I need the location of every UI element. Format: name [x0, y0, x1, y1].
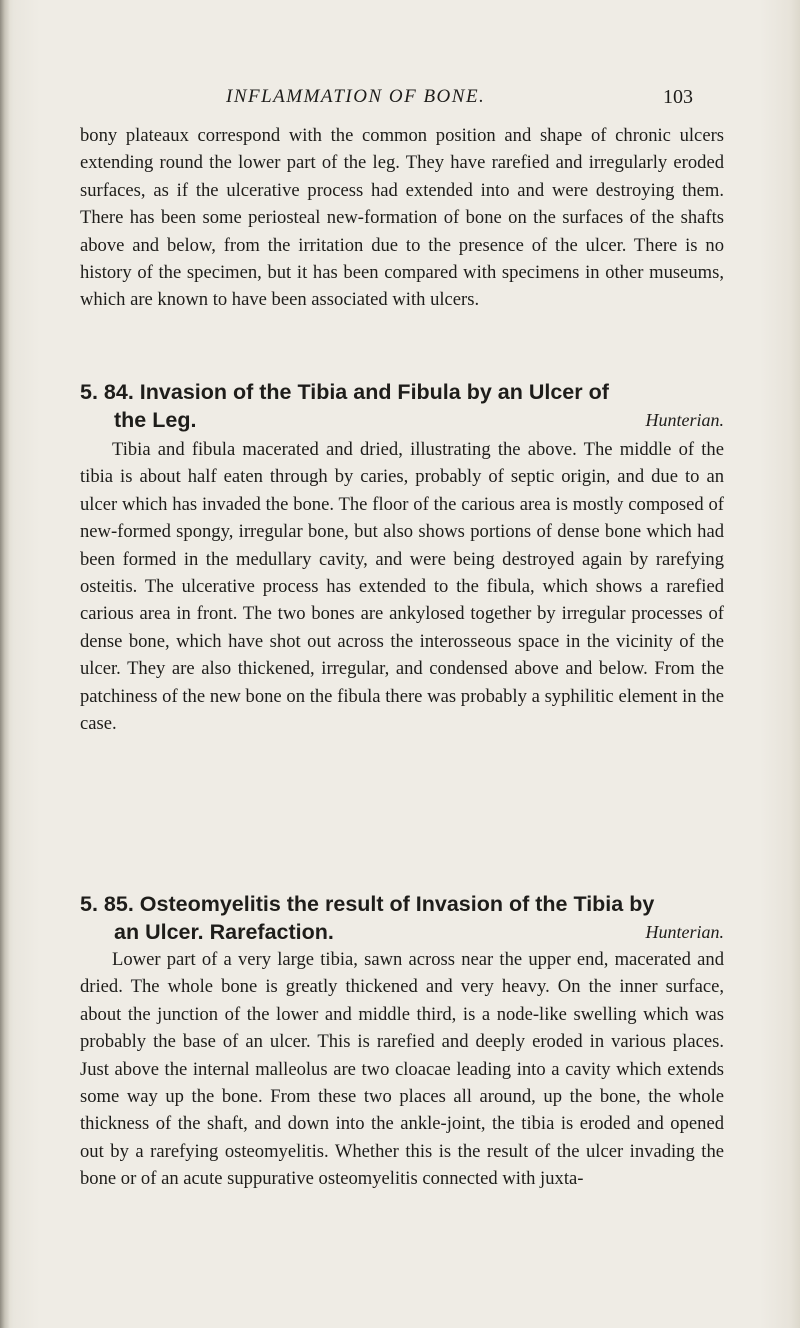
entry-heading-line1 — [80, 380, 609, 404]
entry-number: 5. 85. — [80, 892, 134, 916]
entry-description-5-84: Tibia and fibula macerated and dried, illustrating the above. The middle of the tibia is about half eaten through by caries, probably of septic origin, and due to an ulcer which has invaded the bone. The floor of the carious area is mostly composed of new-formed spongy, irregular bone, but also shows portions of dense bone which had been formed in the medullary cavity, and were being destroyed again by rarefying osteitis. The ulcerative process has extended to the fibula, which shows a rarefied carious area in front. The two bones are ankylosed together by irregular processes of dense bone, which have shot out across the interosseous space in the vicinity of the ulcer. They are also thickened, irregular, and condensed above and below. From the patchiness of the new bone on the fibula there was probably a syphilitic element in the case. — [80, 439, 724, 735]
entry-description-5-85: Lower part of a very large tibia, sawn across near the upper end, macerated and dried. The whole bone is greatly thickened and very heavy. On the inner surface, about the junction of the lower and middle third, is a node-like swelling which was probably the base of an ulcer. This is rarefied and deeply eroded in various places. Just above the internal malleolus are two cloacae leading into a cavity which extends some way up the bone. From these two places all around, up the bone, the whole thickness of the shaft, and down into the ankle-joint, the tibia is eroded and opened out by a rarefying osteomyelitis. Whether this is the result of the ulcer invading the bone or of an acute suppurative osteomyelitis connected with juxta- — [80, 949, 724, 1190]
entry-heading-5-85 — [80, 890, 724, 946]
entry-heading-line1 — [80, 892, 654, 916]
collection-label: Hunterian. — [645, 922, 724, 942]
spine-shadow — [0, 0, 10, 1328]
intro-paragraph: bony plateaux correspond with the common position and shape of chronic ulcers extending round the lower part of the leg. They have rarefied and irregularly eroded surfaces, as if the ulcerative process had extended into and were destroying them. There has been some periosteal new-formation of bone on the surfaces of the shafts above and below, from the irritation due to the presence of the ulcer. There is no history of the specimen, but it has been compared with specimens in other museums, which are known to have been associated with ulcers. — [80, 125, 724, 311]
entry-heading-line2 — [80, 918, 724, 946]
entry-heading-5-84 — [80, 378, 724, 434]
running-head: INFLAMMATION OF BONE. — [226, 86, 486, 107]
entry-title-line2: the Leg. — [114, 408, 197, 432]
entry-title-line1: Osteomyelitis the result of Invasion of the Tibia by — [139, 892, 655, 916]
entry-title-line1: Invasion of the Tibia and Fibula by an Ulcer of — [139, 380, 609, 404]
page-number: 103 — [663, 86, 693, 108]
entry-title-line2: an Ulcer. Rarefaction. — [114, 920, 334, 944]
collection-label: Hunterian. — [645, 410, 724, 430]
entry-number: 5. 84. — [80, 380, 134, 404]
entry-heading-line2 — [80, 406, 724, 434]
